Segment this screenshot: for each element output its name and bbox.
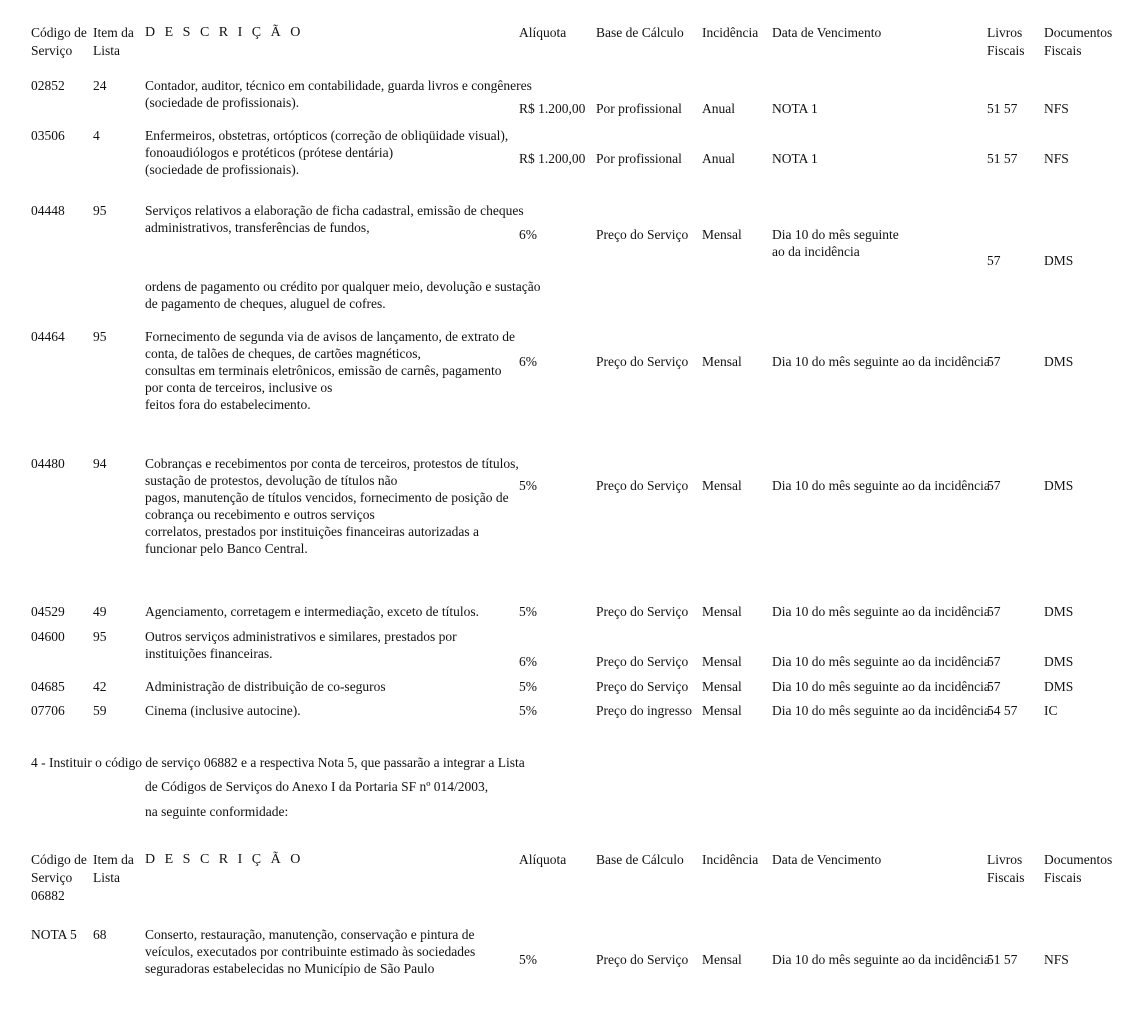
- row-base: Preço do Serviço: [596, 227, 689, 242]
- row-descricao: Agenciamento, corretagem e intermediação, exceto de títulos.: [145, 604, 479, 619]
- row-codigo: 04600: [31, 629, 65, 644]
- header-documentos: Documentos Fiscais: [1044, 852, 1113, 885]
- row-incidencia: Anual: [702, 151, 735, 166]
- row-item: 42: [93, 679, 107, 694]
- row-descricao: Serviços relativos a elaboração de ficha cadastral, emissão de cheques administrativos, transferências de fundos,: [145, 203, 524, 235]
- row-codigo: 04480: [31, 456, 65, 471]
- row-aliquota: 6%: [519, 227, 537, 242]
- row-base: Preço do Serviço: [596, 478, 689, 493]
- row-incidencia: Mensal: [702, 952, 742, 967]
- row-base: Preço do Serviço: [596, 354, 689, 369]
- row-incidencia: Mensal: [702, 227, 742, 242]
- row-base: Preço do Serviço: [596, 679, 689, 694]
- row-descricao: Contador, auditor, técnico em contabilidade, guarda livros e congêneres (sociedade de profissionais).: [145, 78, 532, 110]
- row-base: Preço do Serviço: [596, 952, 689, 967]
- row-livros: 57: [987, 354, 1001, 369]
- header-vencimento: Data de Vencimento: [772, 25, 882, 40]
- row-livros: 51 57: [987, 952, 1018, 967]
- row-item: 94: [93, 456, 107, 471]
- row-aliquota: R$ 1.200,00: [519, 151, 586, 166]
- row-aliquota: 5%: [519, 604, 537, 619]
- row-documentos: DMS: [1044, 354, 1074, 369]
- row-incidencia: Mensal: [702, 478, 742, 493]
- paragraph-line: 4 - Instituir o código de serviço 06882 e a respectiva Nota 5, que passarão a integrar a Lista: [31, 755, 525, 770]
- header-documentos: Documentos Fiscais: [1044, 25, 1113, 58]
- row-livros: 51 57: [987, 151, 1018, 166]
- row-vencimento: Dia 10 do mês seguinte ao da incidência: [772, 604, 990, 619]
- row-incidencia: Mensal: [702, 703, 742, 718]
- header-item: Item da Lista: [93, 852, 134, 885]
- row-descricao: Fornecimento de segunda via de avisos de lançamento, de extrato de conta, de talões de cheques, de cartões magnéticos, consultas em terminais eletrônicos, emissão de carnês, pagamento por conta de terceiros, inclusive os feitos fora do estabelecimento.: [145, 329, 515, 412]
- header-descricao: D E S C R I Ç Ã O: [145, 25, 304, 40]
- header-codigo: Código de Serviço: [31, 25, 87, 58]
- header-incidencia: Incidência: [702, 852, 759, 867]
- header-aliquota: Alíquota: [519, 852, 567, 867]
- row-documentos: DMS: [1044, 604, 1074, 619]
- header-base: Base de Cálculo: [596, 852, 684, 867]
- row-vencimento: Dia 10 do mês seguinte ao da incidência: [772, 654, 990, 669]
- row-documentos: IC: [1044, 703, 1058, 718]
- row-livros: 57: [987, 604, 1001, 619]
- row-aliquota: 5%: [519, 952, 537, 967]
- header-aliquota: Alíquota: [519, 25, 567, 40]
- row-item: 68: [93, 927, 107, 942]
- paragraph-line: na seguinte conformidade:: [145, 804, 289, 819]
- row-documentos: DMS: [1044, 253, 1074, 268]
- paragraph-line: de Códigos de Serviços do Anexo I da Portaria SF nº 014/2003,: [145, 779, 489, 794]
- row-aliquota: 5%: [519, 679, 537, 694]
- row-vencimento: Dia 10 do mês seguinte ao da incidência: [772, 952, 990, 967]
- row-livros: 57: [987, 654, 1001, 669]
- row-item: 95: [93, 203, 107, 218]
- row-documentos: DMS: [1044, 679, 1074, 694]
- header-descricao: D E S C R I Ç Ã O: [145, 852, 304, 867]
- row-base: Por profissional: [596, 101, 682, 116]
- row-descricao: Administração de distribuição de co-seguros: [145, 679, 386, 694]
- row-incidencia: Mensal: [702, 354, 742, 369]
- row-descricao: Conserto, restauração, manutenção, conservação e pintura de veículos, executados por contribuinte estimado às sociedades seguradoras estabelecidas no Município de São Paulo: [145, 927, 476, 976]
- row-vencimento: NOTA 1: [772, 151, 818, 166]
- header-item: Item da Lista: [93, 25, 134, 58]
- row-documentos: NFS: [1044, 101, 1069, 116]
- header-base: Base de Cálculo: [596, 25, 684, 40]
- row-codigo: 04685: [31, 679, 65, 694]
- row-codigo: 02852: [31, 78, 65, 93]
- row-item: 95: [93, 629, 107, 644]
- row-codigo: 07706: [31, 703, 65, 718]
- header-vencimento: Data de Vencimento: [772, 852, 882, 867]
- row-documentos: NFS: [1044, 151, 1069, 166]
- row-vencimento: Dia 10 do mês seguinte ao da incidência: [772, 703, 990, 718]
- row-codigo: 04448: [31, 203, 65, 218]
- row-codigo: 03506: [31, 128, 65, 143]
- row-item: 95: [93, 329, 107, 344]
- row-documentos: NFS: [1044, 952, 1069, 967]
- row-base: Preço do ingresso: [596, 703, 692, 718]
- row-codigo: 04464: [31, 329, 65, 344]
- row-base: Preço do Serviço: [596, 604, 689, 619]
- row-aliquota: 6%: [519, 354, 537, 369]
- row-descricao: Cinema (inclusive autocine).: [145, 703, 301, 718]
- row-vencimento: Dia 10 do mês seguinte ao da incidência: [772, 478, 990, 493]
- row-livros: 57: [987, 253, 1001, 268]
- row-documentos: DMS: [1044, 478, 1074, 493]
- row-incidencia: Mensal: [702, 604, 742, 619]
- header-codigo: Código de Serviço 06882: [31, 852, 87, 903]
- header-livros: Livros Fiscais: [987, 852, 1025, 885]
- row-incidencia: Mensal: [702, 679, 742, 694]
- row-livros: 57: [987, 478, 1001, 493]
- row-livros: 51 57: [987, 101, 1018, 116]
- row-livros: 57: [987, 679, 1001, 694]
- row-livros: 54 57: [987, 703, 1018, 718]
- row-descricao: Enfermeiros, obstetras, ortópticos (correção de obliqüidade visual), fonoaudiólogos e protéticos (prótese dentária) (sociedade de profissionais).: [145, 128, 509, 177]
- row-vencimento: Dia 10 do mês seguinte ao da incidência: [772, 354, 990, 369]
- row-item: 49: [93, 604, 107, 619]
- row-descricao-cont: ordens de pagamento ou crédito por qualquer meio, devolução e sustação de pagamento de cheques, aluguel de cofres.: [145, 279, 541, 311]
- row-codigo: 04529: [31, 604, 65, 619]
- row-descricao: Cobranças e recebimentos por conta de terceiros, protestos de títulos, sustação de protestos, devolução de títulos não pagos, manutenção de títulos vencidos, fornecimento de posição de cobrança ou recebimento e outros serviços correlatos, prestados por instituições financeiras autorizadas a funcionar pelo Banco Central.: [145, 456, 519, 556]
- row-documentos: DMS: [1044, 654, 1074, 669]
- row-vencimento: Dia 10 do mês seguinte ao da incidência: [772, 227, 899, 259]
- row-aliquota: 5%: [519, 703, 537, 718]
- row-item: 4: [93, 128, 100, 143]
- row-item: 59: [93, 703, 107, 718]
- row-aliquota: 6%: [519, 654, 537, 669]
- row-vencimento: NOTA 1: [772, 101, 818, 116]
- row-aliquota: R$ 1.200,00: [519, 101, 586, 116]
- row-descricao: Outros serviços administrativos e similares, prestados por instituições financeiras.: [145, 629, 457, 661]
- row-codigo: NOTA 5: [31, 927, 77, 942]
- header-livros: Livros Fiscais: [987, 25, 1025, 58]
- row-incidencia: Mensal: [702, 654, 742, 669]
- row-base: Por profissional: [596, 151, 682, 166]
- row-aliquota: 5%: [519, 478, 537, 493]
- row-base: Preço do Serviço: [596, 654, 689, 669]
- row-incidencia: Anual: [702, 101, 735, 116]
- row-vencimento: Dia 10 do mês seguinte ao da incidência: [772, 679, 990, 694]
- header-incidencia: Incidência: [702, 25, 759, 40]
- row-item: 24: [93, 78, 107, 93]
